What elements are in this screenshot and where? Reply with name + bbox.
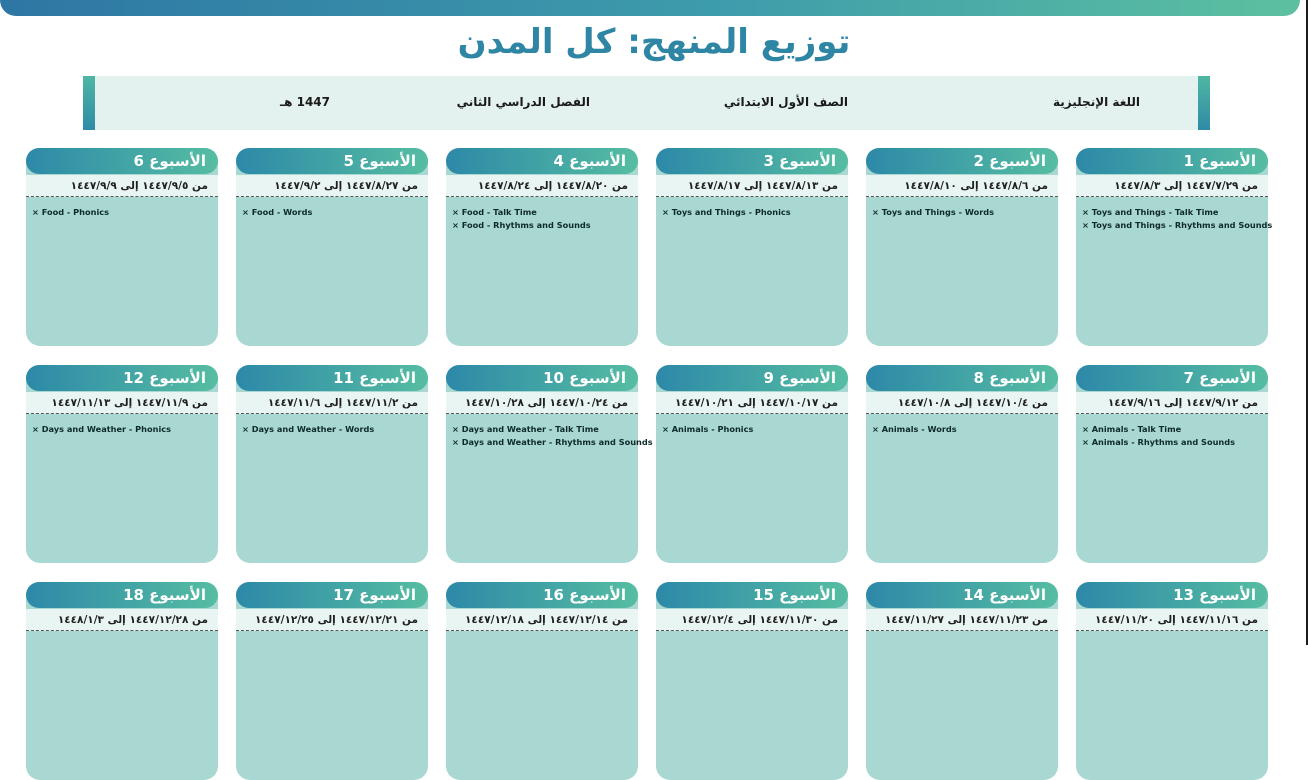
week-dates: من ١٤٤٧/١١/٢٣ إلى ١٤٤٧/١١/٢٧ — [866, 609, 1058, 631]
week-title: الأسبوع 6 — [26, 148, 218, 174]
week-dates: من ١٤٤٧/٨/٢٧ إلى ١٤٤٧/٩/٢ — [236, 175, 428, 197]
term-label: الفصل الدراسي الثاني — [456, 95, 590, 109]
week-card — [1076, 365, 1268, 563]
week-title: الأسبوع 10 — [446, 365, 638, 391]
week-dates: من ١٤٤٧/٨/٦ إلى ١٤٤٧/٨/١٠ — [866, 175, 1058, 197]
week-card — [236, 582, 428, 780]
week-title: الأسبوع 11 — [236, 365, 428, 391]
subject-label: اللغة الإنجليزية — [1053, 95, 1140, 109]
lesson-item: × Toys and Things - Words — [872, 207, 994, 217]
week-lessons — [1076, 423, 1268, 449]
week-dates: من ١٤٤٧/٨/١٣ إلى ١٤٤٧/٨/١٧ — [656, 175, 848, 197]
week-card — [26, 365, 218, 563]
week-card — [26, 148, 218, 346]
week-lessons — [26, 423, 218, 436]
week-dates: من ١٤٤٧/١٠/١٧ إلى ١٤٤٧/١٠/٢١ — [656, 392, 848, 414]
week-card — [1076, 148, 1273, 346]
week-lessons — [866, 423, 1058, 436]
lesson-item: × Days and Weather - Phonics — [32, 424, 171, 434]
week-lessons — [236, 423, 428, 436]
week-title: الأسبوع 18 — [26, 582, 218, 608]
lesson-item: × Toys and Things - Talk Time — [1082, 207, 1219, 217]
week-card — [446, 148, 638, 346]
lesson-item: × Food - Talk Time — [452, 207, 537, 217]
week-card — [446, 365, 653, 563]
week-dates: من ١٤٤٧/١٢/١٤ إلى ١٤٤٧/١٢/١٨ — [446, 609, 638, 631]
week-lessons — [656, 206, 848, 219]
info-bar-left-cap — [83, 76, 95, 130]
week-title: الأسبوع 17 — [236, 582, 428, 608]
week-card — [866, 365, 1058, 563]
week-title: الأسبوع 12 — [26, 365, 218, 391]
lesson-item: × Toys and Things - Rhythms and Sounds — [1082, 220, 1273, 230]
week-title: الأسبوع 13 — [1076, 582, 1268, 608]
week-dates: من ١٤٤٧/١١/٩ إلى ١٤٤٧/١١/١٣ — [26, 392, 218, 414]
lesson-item: × Food - Rhythms and Sounds — [452, 220, 591, 230]
page-title: توزيع المنهج: كل المدن — [457, 22, 851, 62]
lesson-item: × Food - Phonics — [32, 207, 109, 217]
week-title: الأسبوع 16 — [446, 582, 638, 608]
week-card — [236, 148, 428, 346]
week-title: الأسبوع 5 — [236, 148, 428, 174]
week-dates: من ١٤٤٧/٨/٢٠ إلى ١٤٤٧/٨/٢٤ — [446, 175, 638, 197]
week-dates: من ١٤٤٧/١٠/٢٤ إلى ١٤٤٧/١٠/٢٨ — [446, 392, 638, 414]
week-card — [26, 582, 218, 780]
week-dates: من ١٤٤٧/١١/٢ إلى ١٤٤٧/١١/٦ — [236, 392, 428, 414]
week-lessons — [26, 206, 218, 219]
lesson-item: × Days and Weather - Talk Time — [452, 424, 599, 434]
week-dates: من ١٤٤٧/٧/٢٩ إلى ١٤٤٧/٨/٣ — [1076, 175, 1268, 197]
week-card — [656, 365, 848, 563]
lesson-item: × Animals - Talk Time — [1082, 424, 1182, 434]
week-title: الأسبوع 3 — [656, 148, 848, 174]
lesson-item: × Animals - Phonics — [662, 424, 754, 434]
week-lessons — [446, 206, 638, 232]
week-dates: من ١٤٤٧/١٢/٢٨ إلى ١٤٤٨/١/٣ — [26, 609, 218, 631]
week-title: الأسبوع 1 — [1076, 148, 1268, 174]
week-lessons — [656, 423, 848, 436]
week-lessons — [446, 423, 653, 449]
week-card — [656, 148, 848, 346]
week-title: الأسبوع 4 — [446, 148, 638, 174]
week-dates: من ١٤٤٧/١٠/٤ إلى ١٤٤٧/١٠/٨ — [866, 392, 1058, 414]
week-card — [656, 582, 848, 780]
top-banner — [0, 0, 1300, 16]
week-lessons — [1076, 206, 1273, 232]
week-card — [1076, 582, 1268, 780]
week-title: الأسبوع 9 — [656, 365, 848, 391]
week-dates: من ١٤٤٧/١١/١٦ إلى ١٤٤٧/١١/٢٠ — [1076, 609, 1268, 631]
week-card — [866, 148, 1058, 346]
week-dates: من ١٤٤٧/١٢/٢١ إلى ١٤٤٧/١٢/٢٥ — [236, 609, 428, 631]
lesson-item: × Food - Words — [242, 207, 313, 217]
week-lessons — [866, 206, 1058, 219]
week-title: الأسبوع 15 — [656, 582, 848, 608]
week-lessons — [236, 206, 428, 219]
info-bar — [83, 76, 1210, 130]
week-title: الأسبوع 8 — [866, 365, 1058, 391]
lesson-item: × Days and Weather - Words — [242, 424, 375, 434]
grade-label: الصف الأول الابتدائي — [723, 95, 848, 109]
lesson-item: × Toys and Things - Phonics — [662, 207, 791, 217]
week-title: الأسبوع 7 — [1076, 365, 1268, 391]
info-bar-right-cap — [1198, 76, 1210, 130]
lesson-item: × Animals - Rhythms and Sounds — [1082, 437, 1235, 447]
week-dates: من ١٤٤٧/٩/٥ إلى ١٤٤٧/٩/٩ — [26, 175, 218, 197]
week-dates: من ١٤٤٧/١١/٣٠ إلى ١٤٤٧/١٢/٤ — [656, 609, 848, 631]
week-title: الأسبوع 2 — [866, 148, 1058, 174]
lesson-item: × Days and Weather - Rhythms and Sounds — [452, 437, 653, 447]
week-card — [866, 582, 1058, 780]
week-title: الأسبوع 14 — [866, 582, 1058, 608]
week-card — [446, 582, 638, 780]
year-label: 1447 هـ — [279, 95, 330, 109]
lesson-item: × Animals - Words — [872, 424, 957, 434]
week-dates: من ١٤٤٧/٩/١٢ إلى ١٤٤٧/٩/١٦ — [1076, 392, 1268, 414]
week-card — [236, 365, 428, 563]
